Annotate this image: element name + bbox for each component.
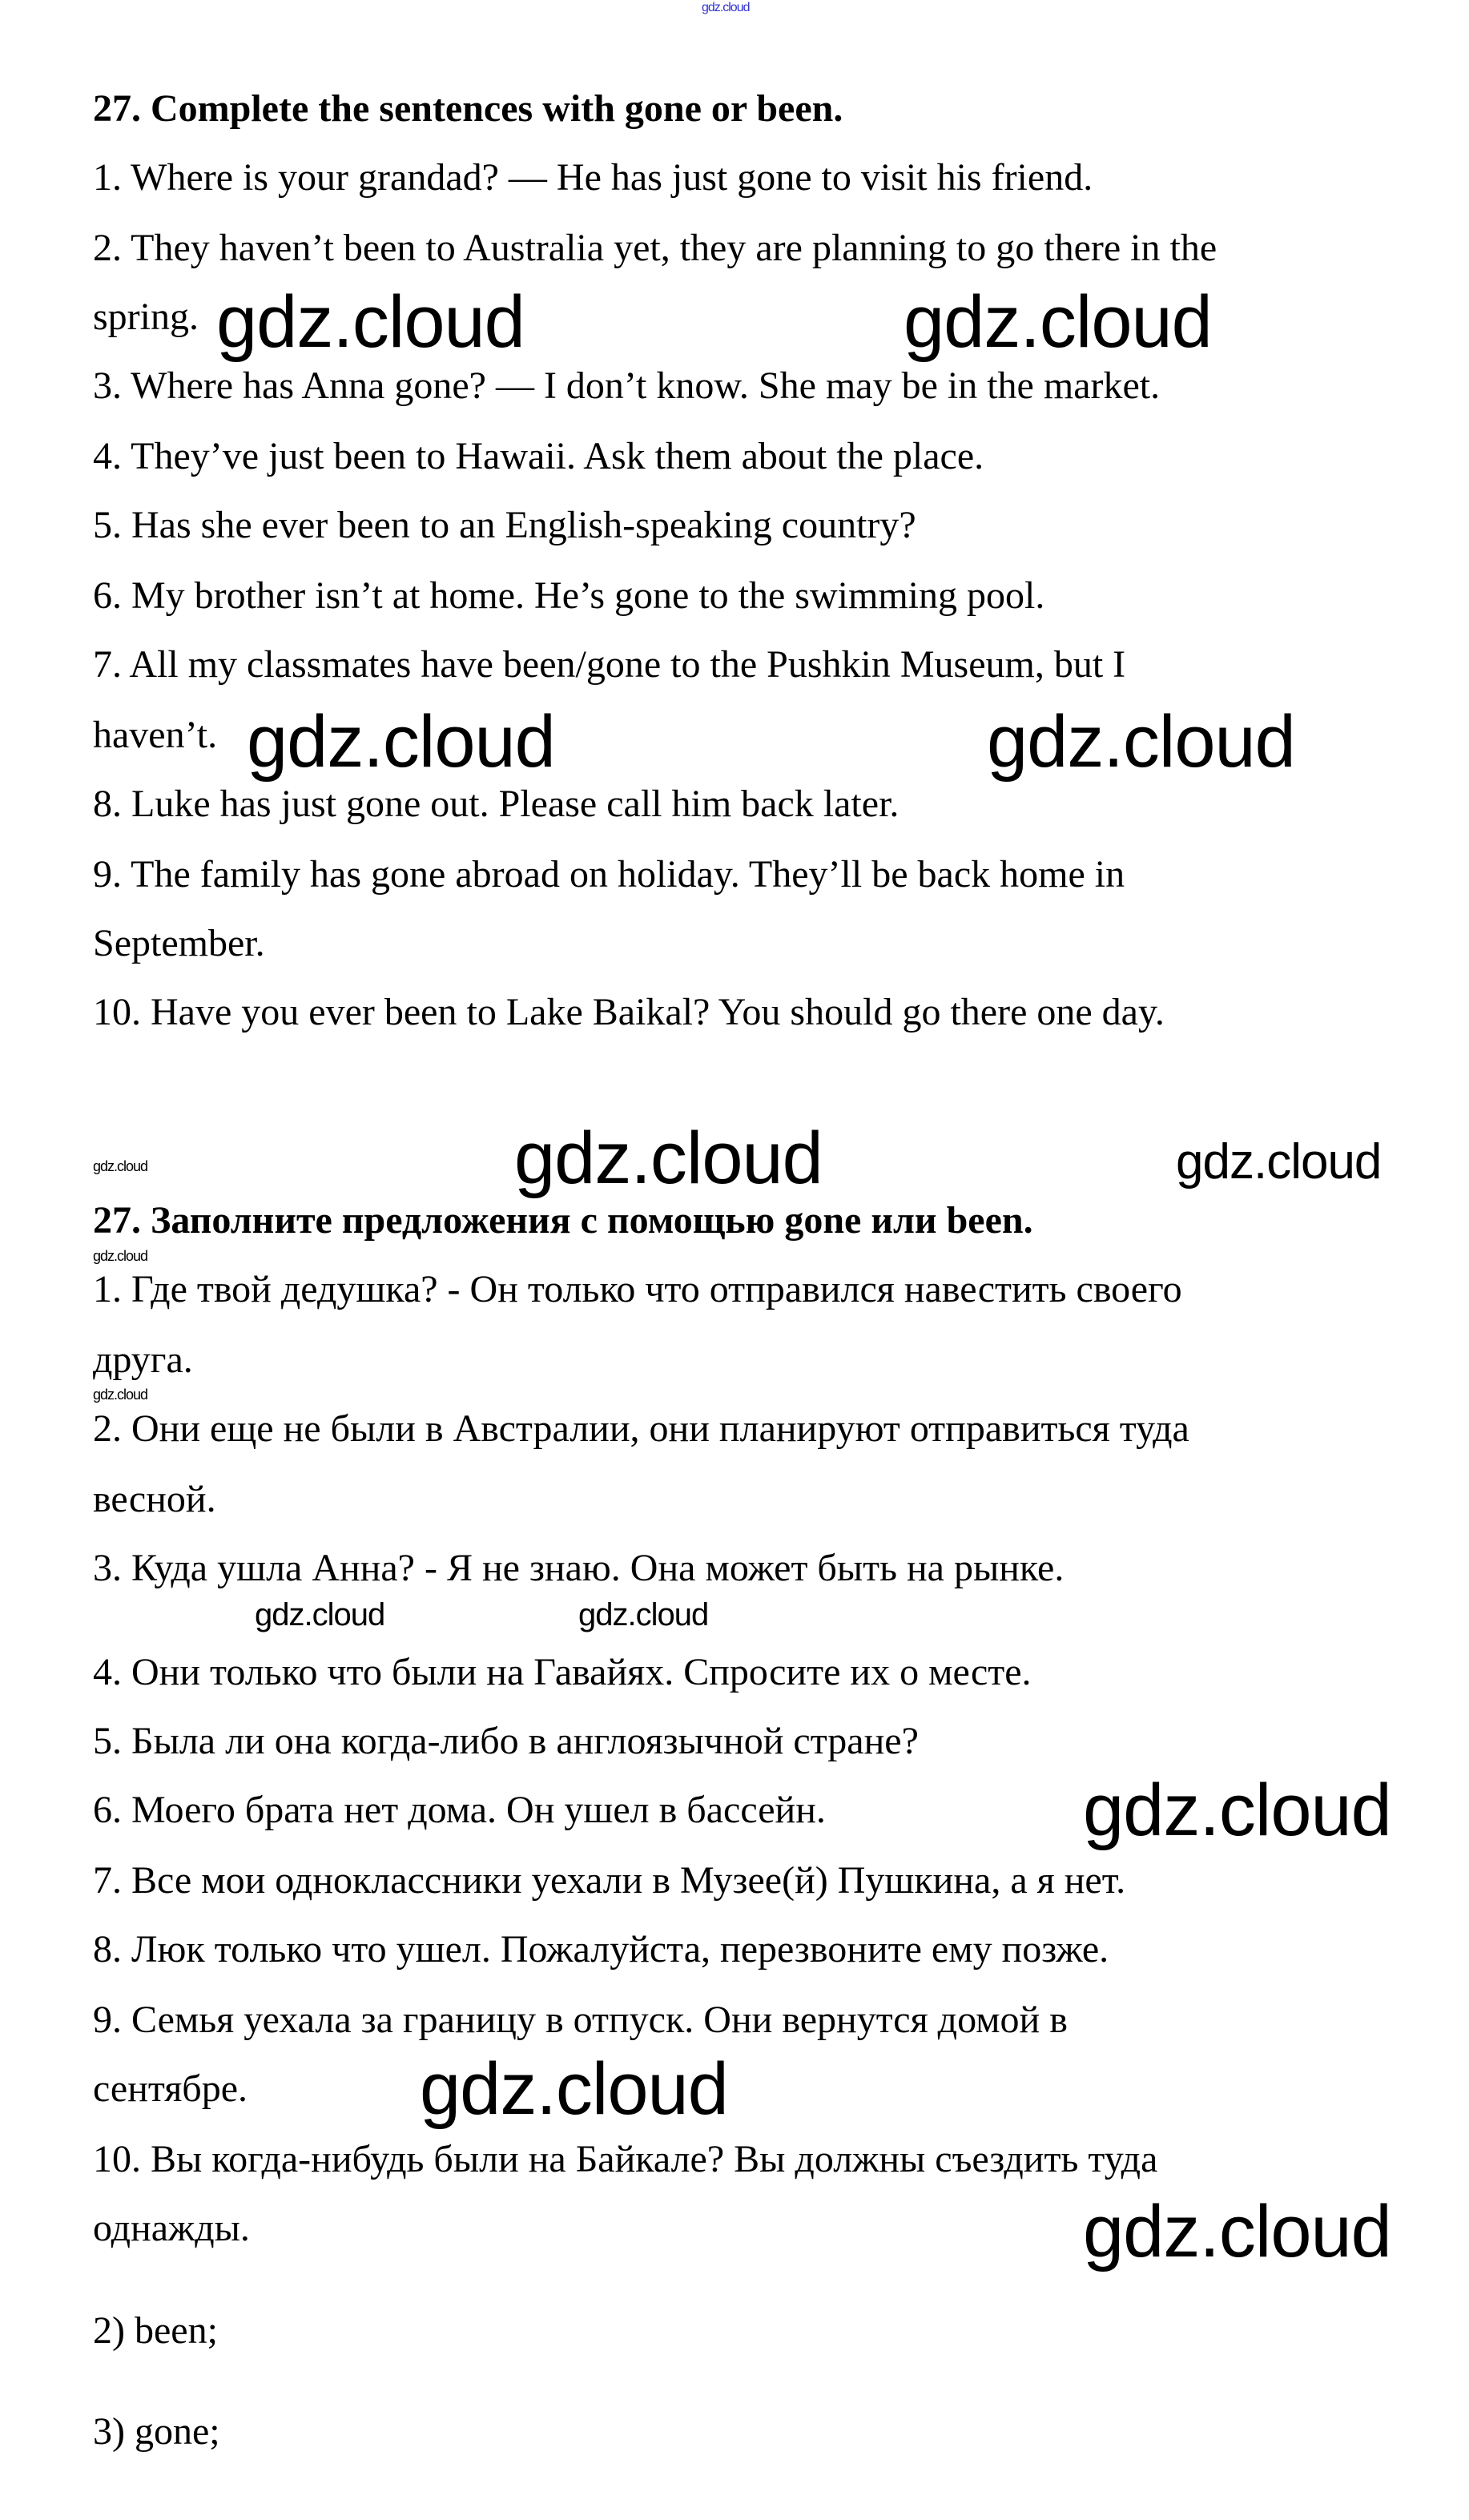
watermark: gdz.cloud	[93, 1248, 148, 1264]
english-line: 10. Have you ever been to Lake Baikal? You should go there one day.	[93, 991, 1165, 1033]
russian-line: 9. Семья уехала за границу в отпуск. Они вернутся домой в	[93, 1999, 1068, 2041]
english-line: 9. The family has gone abroad on holiday. They’ll be back home in	[93, 853, 1125, 896]
russian-title: 27. Заполните предложения с помощью gone или been.	[93, 1199, 1033, 1242]
english-line: September.	[93, 922, 265, 964]
english-line: 1. Where is your grandad? — He has just gone to visit his friend.	[93, 156, 1093, 199]
english-line: 7. All my classmates have been/gone to the Pushkin Museum, but I	[93, 643, 1126, 686]
english-line: 6. My brother isn’t at home. He’s gone to the swimming pool.	[93, 574, 1045, 617]
watermark: gdz.cloud	[904, 281, 1212, 363]
russian-line: 8. Люк только что ушел. Пожалуйста, перезвоните ему позже.	[93, 1928, 1109, 1971]
english-line: 3. Where has Anna gone? — I don’t know. She may be in the market.	[93, 364, 1161, 407]
russian-line: 10. Вы когда-нибудь были на Байкале? Вы должны съездить туда	[93, 2138, 1158, 2180]
russian-line: весной.	[93, 1478, 216, 1520]
russian-line: 3. Куда ушла Анна? - Я не знаю. Она может быть на рынке.	[93, 1547, 1065, 1589]
english-line: 4. They’ve just been to Hawaii. Ask them about the place.	[93, 435, 984, 477]
russian-line: друга.	[93, 1338, 193, 1381]
watermark: gdz.cloud	[702, 1, 750, 14]
english-title: 27. Complete the sentences with gone or been.	[93, 87, 843, 130]
english-line: 2. They haven’t been to Australia yet, they are planning to go there in the	[93, 227, 1217, 269]
answer-line: 3) gone;	[93, 2410, 220, 2453]
watermark: gdz.cloud	[93, 1158, 148, 1174]
answer-line: 2) been;	[93, 2309, 218, 2352]
watermark: gdz.cloud	[1083, 2191, 1391, 2272]
russian-line: 7. Все мои одноклассники уехали в Музее(й) Пушкина, а я нет.	[93, 1859, 1126, 1902]
english-line: 8. Luke has just gone out. Please call him back later.	[93, 783, 900, 825]
watermark: gdz.cloud	[247, 701, 555, 783]
russian-line: 6. Моего брата нет дома. Он ушел в бассейн.	[93, 1789, 826, 1831]
watermark: gdz.cloud	[1083, 1769, 1391, 1851]
russian-line: 1. Где твой дедушка? - Он только что отправился навестить своего	[93, 1268, 1182, 1310]
english-line: 5. Has she ever been to an English-speaking country?	[93, 504, 916, 546]
watermark: gdz.cloud	[93, 1387, 148, 1403]
watermark: gdz.cloud	[1176, 1134, 1382, 1190]
watermark: gdz.cloud	[216, 281, 525, 363]
russian-line: однажды.	[93, 2207, 250, 2249]
russian-line: сентябре.	[93, 2067, 248, 2110]
watermark: gdz.cloud	[987, 701, 1295, 783]
watermark: gdz.cloud	[514, 1117, 823, 1199]
watermark: gdz.cloud	[420, 2048, 728, 2130]
english-line: spring.	[93, 296, 199, 338]
russian-line: 4. Они только что были на Гавайях. Спросите их о месте.	[93, 1651, 1032, 1693]
russian-line: 2. Они еще не были в Австралии, они планируют отправиться туда	[93, 1407, 1189, 1450]
watermark: gdz.cloud	[578, 1597, 709, 1632]
russian-line: 5. Была ли она когда-либо в англоязычной стране?	[93, 1720, 919, 1762]
watermark: gdz.cloud	[255, 1597, 385, 1632]
english-line: haven’t.	[93, 714, 218, 756]
